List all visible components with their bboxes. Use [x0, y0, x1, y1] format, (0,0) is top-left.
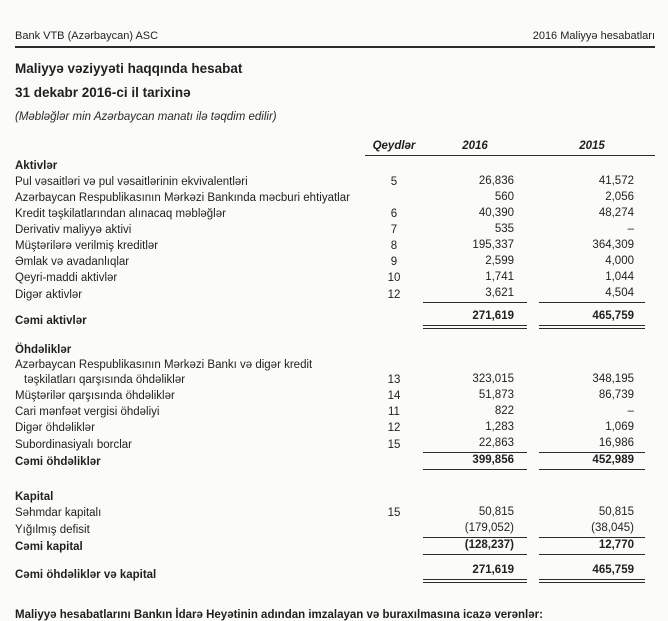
signatories-note: Maliyyə hesabatlarını Bankın İdarə Heyətinin adından imzalayan və buraxılmasına icazə verənlər:: [15, 609, 543, 621]
row-note: 9: [390, 256, 398, 268]
row-value-2015: 12,770: [539, 538, 645, 555]
row-value-2015: 16,986: [539, 436, 645, 453]
row-label: Əmlak və avadanlıqlar: [15, 256, 130, 268]
table-row: [15, 254, 655, 270]
row-value-2016: (179,052): [423, 521, 527, 538]
column-header-2016: 2016: [462, 140, 488, 152]
table-row: [15, 309, 655, 329]
balance-table-body: [15, 159, 655, 583]
table-header-columns: [365, 140, 655, 156]
row-label: Öhdəliklər: [15, 344, 72, 356]
table-row: [15, 190, 655, 206]
row-label: Cəmi aktivlər: [15, 315, 87, 327]
row-value-2016: [423, 357, 527, 358]
row-value-2016: 560: [494, 191, 514, 203]
column-header-2015: 2015: [579, 140, 605, 152]
report-year-label: 2016 Maliyyə hesabatları: [532, 30, 655, 42]
table-row: [15, 358, 655, 388]
table-row: [15, 404, 655, 420]
row-value-2016: 3,621: [423, 286, 527, 303]
table-row: [15, 388, 655, 404]
row-value-2015: 50,815: [598, 506, 634, 518]
column-header-notes: Qeydlər: [372, 140, 416, 152]
units-note: (Məbləğlər min Azərbaycan manatı ilə təqdim edilir): [15, 111, 277, 123]
row-value-2016: 51,873: [478, 389, 514, 401]
row-label: Aktivlər: [15, 160, 58, 172]
row-label: Kapital: [15, 491, 54, 503]
row-label: Cəmi öhdəliklər: [15, 456, 101, 468]
table-row: [15, 490, 655, 505]
row-value-2016: 50,815: [478, 506, 514, 518]
row-label: Cəmi öhdəliklər və kapital: [15, 569, 157, 581]
row-note: 10: [387, 272, 401, 284]
table-row: [15, 453, 655, 470]
row-note: 13: [387, 374, 401, 386]
row-value-2015: 4,000: [605, 255, 634, 267]
row-value-2015: 348,195: [592, 373, 634, 385]
table-row: [15, 420, 655, 436]
row-value-2016: 2,599: [485, 255, 514, 267]
row-note: 5: [390, 176, 398, 188]
table-row: [15, 563, 655, 583]
bank-name: Bank VTB (Azərbaycan) ASC: [15, 30, 159, 42]
row-value-2016: 822: [494, 405, 514, 417]
table-row: [15, 538, 655, 555]
row-note: 7: [390, 224, 398, 236]
row-value-2016: 1,741: [485, 271, 514, 283]
row-note: 14: [387, 390, 401, 402]
row-label: Azərbaycan Respublikasının Mərkəzi Bankında məcburi ehtiyatlar: [15, 192, 350, 204]
table-row: [15, 286, 655, 303]
row-note: 12: [387, 422, 401, 434]
row-label: Derivativ maliyyə aktivi: [15, 224, 132, 236]
row-value-2016: 195,337: [472, 239, 514, 251]
row-note: 6: [390, 208, 398, 220]
row-value-2015: [539, 357, 645, 358]
row-value-2016: 399,856: [423, 453, 527, 470]
row-value-2015: 4,504: [539, 286, 645, 303]
row-label: Cari mənfəət vergisi öhdəliyi: [15, 406, 160, 418]
table-row: [15, 222, 655, 238]
table-header: [15, 140, 655, 156]
row-value-2015: –: [627, 223, 634, 235]
row-value-2015: 86,739: [598, 389, 634, 401]
table-row: [15, 206, 655, 222]
statement-title: Maliyyə vəziyyəti haqqında hesabat: [15, 61, 243, 76]
row-value-2015: 364,309: [592, 239, 634, 251]
row-label: Müştərilər qarşısında öhdəliklər: [15, 390, 175, 402]
row-note: 8: [390, 240, 398, 252]
row-note: 15: [387, 507, 401, 519]
row-value-2016: 22,863: [423, 436, 527, 453]
row-value-2015: 465,759: [539, 563, 645, 583]
row-note: 11: [388, 406, 400, 418]
row-value-2016: (128,237): [423, 538, 527, 555]
row-label: Yığılmış defisit: [15, 524, 90, 536]
row-value-2015: 48,274: [598, 207, 634, 219]
row-value-2015: 452,989: [539, 453, 645, 470]
row-value-2016: 535: [494, 223, 514, 235]
table-row: [15, 174, 655, 190]
row-value-2015: 1,069: [605, 421, 634, 433]
running-header: [15, 30, 655, 48]
row-label: Müştərilərə verilmiş kreditlər: [15, 240, 159, 252]
table-row: [15, 343, 655, 358]
table-row: [15, 159, 655, 174]
row-value-2015: (38,045): [539, 521, 645, 538]
row-value-2015: 41,572: [598, 175, 634, 187]
row-value-2016: 1,283: [485, 421, 514, 433]
row-note: 12: [387, 289, 401, 301]
row-value-2016: 26,836: [478, 175, 514, 187]
table-row: [15, 436, 655, 453]
row-label: Kredit təşkilatlarından alınacaq məbləğlər: [15, 208, 226, 220]
table-row: [15, 505, 655, 521]
row-label: Qeyri-maddi aktivlər: [15, 272, 118, 284]
row-value-2016: 40,390: [478, 207, 514, 219]
row-label: Digər aktivlər: [15, 289, 83, 301]
row-value-2015: 2,056: [605, 191, 634, 203]
row-label: Azərbaycan Respublikasının Mərkəzi Bankı və digər kredit təşkilatları qarşısında öhdəliklər: [15, 359, 313, 386]
table-row: [15, 238, 655, 254]
row-value-2015: –: [627, 405, 634, 417]
row-value-2016: 271,619: [423, 309, 527, 329]
row-value-2015: 1,044: [605, 271, 634, 283]
row-value-2016: 271,619: [423, 563, 527, 583]
table-row: [15, 521, 655, 538]
table-row: [15, 270, 655, 286]
statement-date: 31 dekabr 2016-ci il tarixinə: [15, 85, 191, 100]
row-note: 15: [387, 439, 401, 451]
row-label: Cəmi kapital: [15, 541, 83, 553]
row-value-2015: 465,759: [539, 309, 645, 329]
row-label: Pul vəsaitləri və pul vəsaitlərinin ekvivalentləri: [15, 176, 248, 188]
row-label: Digər öhdəliklər: [15, 422, 95, 434]
row-label: Səhmdar kapitalı: [15, 507, 102, 519]
row-value-2016: 323,015: [472, 373, 514, 385]
row-label: Subordinasiyalı borclar: [15, 439, 132, 451]
